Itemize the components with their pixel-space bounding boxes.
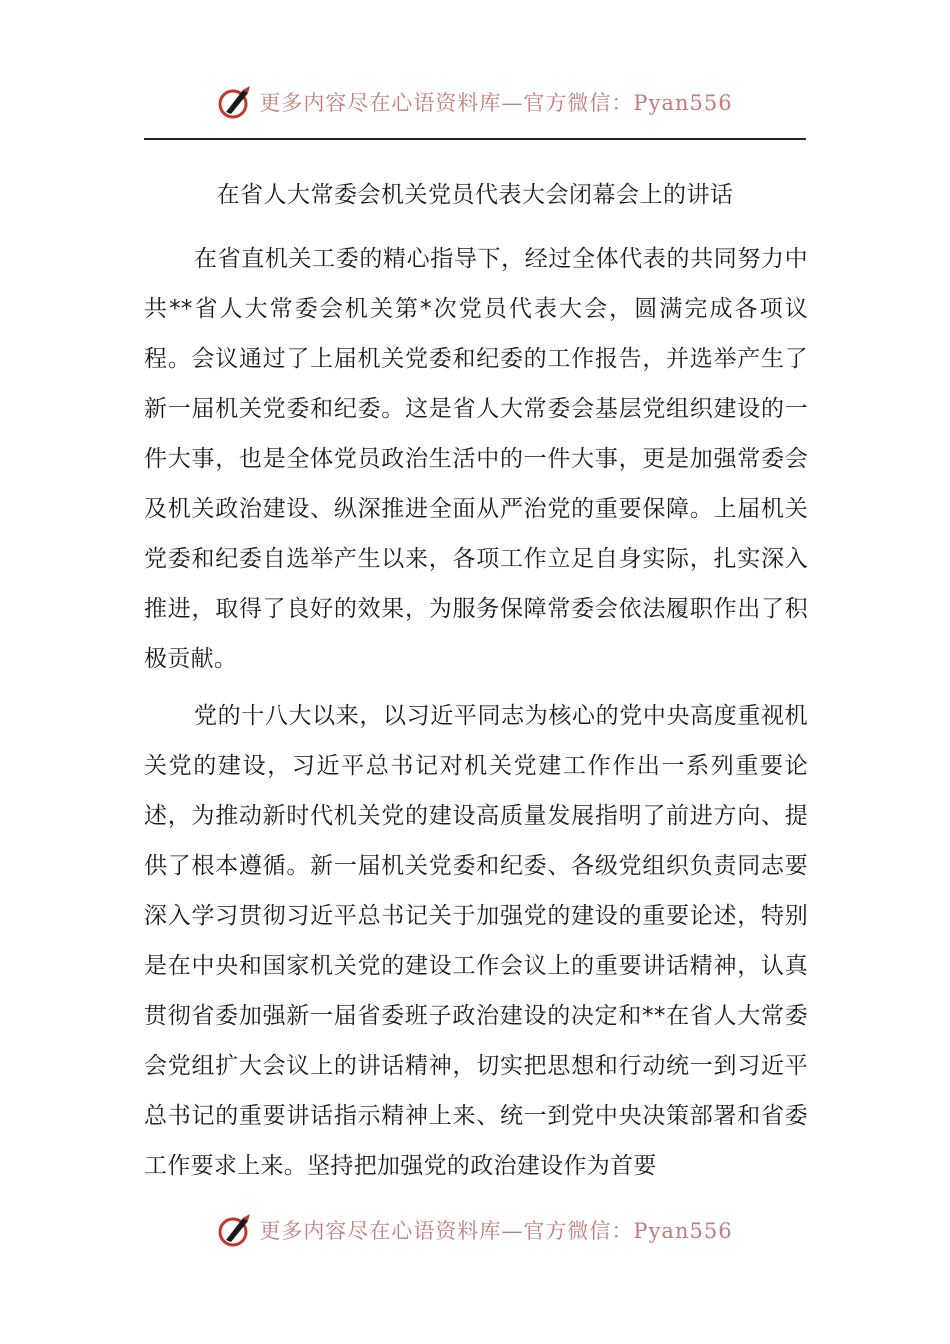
paragraph: 党的十八大以来，以习近平同志为核心的党中央高度重视机关党的建设，习近平总书记对机关党建工作作出一系列重要论述，为推动新时代机关党的建设高质量发展指明了前进方向、提供了根本遵循。新一届机关党委和纪委、各级党组织负责同志要深入学习贯彻习近平总书记关于加强党的建设的重要论述，特别是在中央和国家机关党的建设工作会议上的重要讲话精神，认真贯彻省委加强新一届省委班子政治建设的决定和**在省人大常委会党组扩大会议上的讲话精神，切实把思想和行动统一到习近平总书记的重要讲话指示精神上来、统一到党中央决策部署和省委工作要求上来。坚持把加强党的政治建设作为首要 (144, 703, 808, 1179)
header-divider (144, 138, 806, 140)
quill-pen-logo-icon (217, 84, 253, 120)
document-body (144, 234, 808, 1191)
quill-pen-logo-icon (217, 1212, 253, 1248)
paragraph: 在省直机关工委的精心指导下，经过全体代表的共同努力中共**省人大常委会机关第*次党员代表大会，圆满完成各项议程。会议通过了上届机关党委和纪委的工作报告，并选举产生了新一届机关党委和纪委。这是省人大常委会基层党组织建设的一件大事，也是全体党员政治生活中的一件大事，更是加强常委会及机关政治建设、纵深推进全面从严治党的重要保障。上届机关党委和纪委自选举产生以来，各项工作立足自身实际，扎实深入推进，取得了良好的效果，为服务保障常委会依法履职作出了积极贡献。 (144, 246, 808, 672)
header-banner-text: 更多内容尽在心语资料库—官方微信：Pyan556 (259, 91, 733, 115)
footer-banner-text: 更多内容尽在心语资料库—官方微信：Pyan556 (259, 1219, 733, 1243)
document-title: 在省人大常委会机关党员代表大会闭幕会上的讲话 (216, 182, 734, 208)
footer-banner (0, 1208, 950, 1252)
header-banner (0, 80, 950, 124)
